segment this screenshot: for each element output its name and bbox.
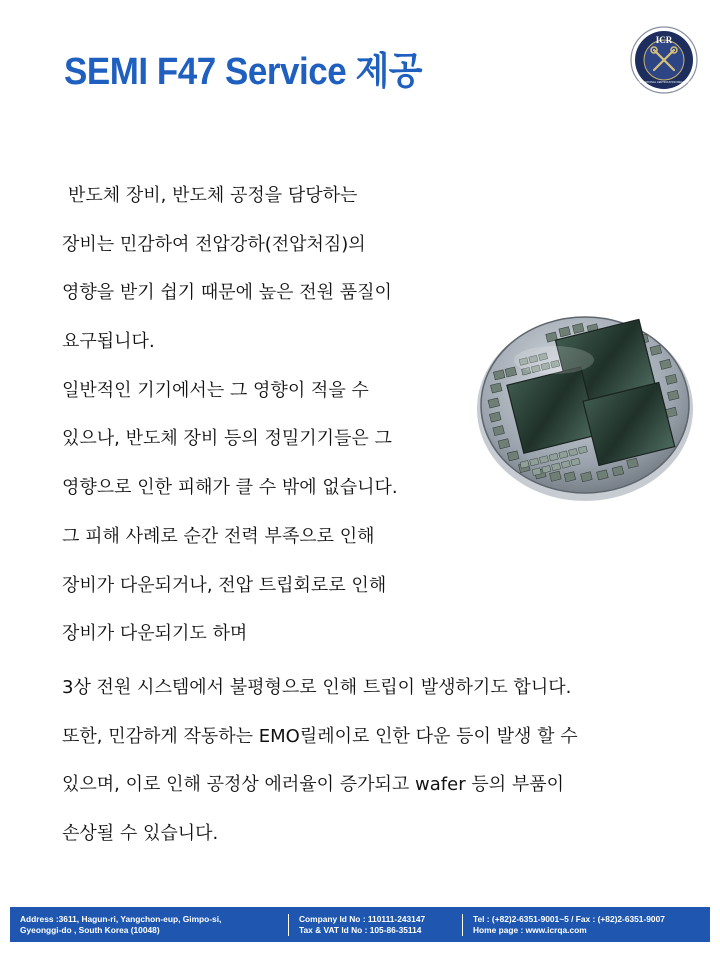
- body-line: 장비가 다운되거나, 전압 트립회로로 인해: [62, 574, 387, 596]
- company-id: Company Id No : 110111-243147: [299, 913, 426, 924]
- body-line: 장비는 민감하여 전압강하(전압처짐)의: [62, 233, 366, 255]
- address-line: Address :3611, Hagun-ri, Yangchon-eup, Gimpo-si,: [20, 913, 222, 924]
- tax-id: Tax & VAT Id No : 105-86-35114: [299, 924, 422, 935]
- body-line: 손상될 수 있습니다.: [62, 823, 219, 845]
- homepage-link[interactable]: Home page : www.icrqa.com: [473, 924, 587, 935]
- icr-logo: [630, 26, 698, 94]
- body-line: 일반적인 기기에서는 그 영향이 적을 수: [62, 379, 369, 401]
- body-line: 영향으로 인한 피해가 클 수 밖에 없습니다.: [62, 477, 398, 499]
- body-line: 그 피해 사례로 순간 전력 부족으로 인해: [62, 525, 375, 547]
- body-paragraph-wide: [62, 678, 682, 873]
- footer-address: [10, 914, 288, 936]
- body-line: 요구됩니다.: [62, 331, 155, 353]
- footer-contact: [462, 914, 710, 936]
- body-line: 장비가 다운되기도 하며: [62, 623, 248, 645]
- address-line: Gyeonggi-do , South Korea (10048): [20, 924, 160, 935]
- footer-company-ids: [288, 914, 462, 936]
- body-line: 영향을 받기 쉽기 때문에 높은 전원 품질이: [62, 282, 392, 304]
- body-line: 3상 전원 시스템에서 불평형으로 인해 트립이 발생하기도 합니다.: [62, 677, 572, 698]
- wafer-image: [474, 305, 696, 505]
- body-line: 있으나, 반도체 장비 등의 정밀기기들은 그: [62, 428, 392, 450]
- body-line: 반도체 장비, 반도체 공정을 담당하는: [68, 185, 358, 206]
- body-line: 또한, 민감하게 작동하는 EMO릴레이로 인한 다운 등이 발생 할 수: [62, 725, 578, 747]
- logo-subtext: INTERNATIONAL CERTIFICATION REGISTRAR: [635, 81, 693, 84]
- footer-bar: [10, 907, 710, 942]
- logo-text: ICR: [655, 35, 673, 45]
- page-title: SEMI F47 Service 제공: [64, 51, 423, 93]
- body-line: 있으며, 이로 인해 공정상 에러율이 증가되고 wafer 등의 부품이: [62, 774, 564, 796]
- tel-fax: Tel : (+82)2-6351-9001~5 / Fax : (+82)2-6351-9007: [473, 913, 665, 924]
- body-paragraph: [62, 186, 482, 673]
